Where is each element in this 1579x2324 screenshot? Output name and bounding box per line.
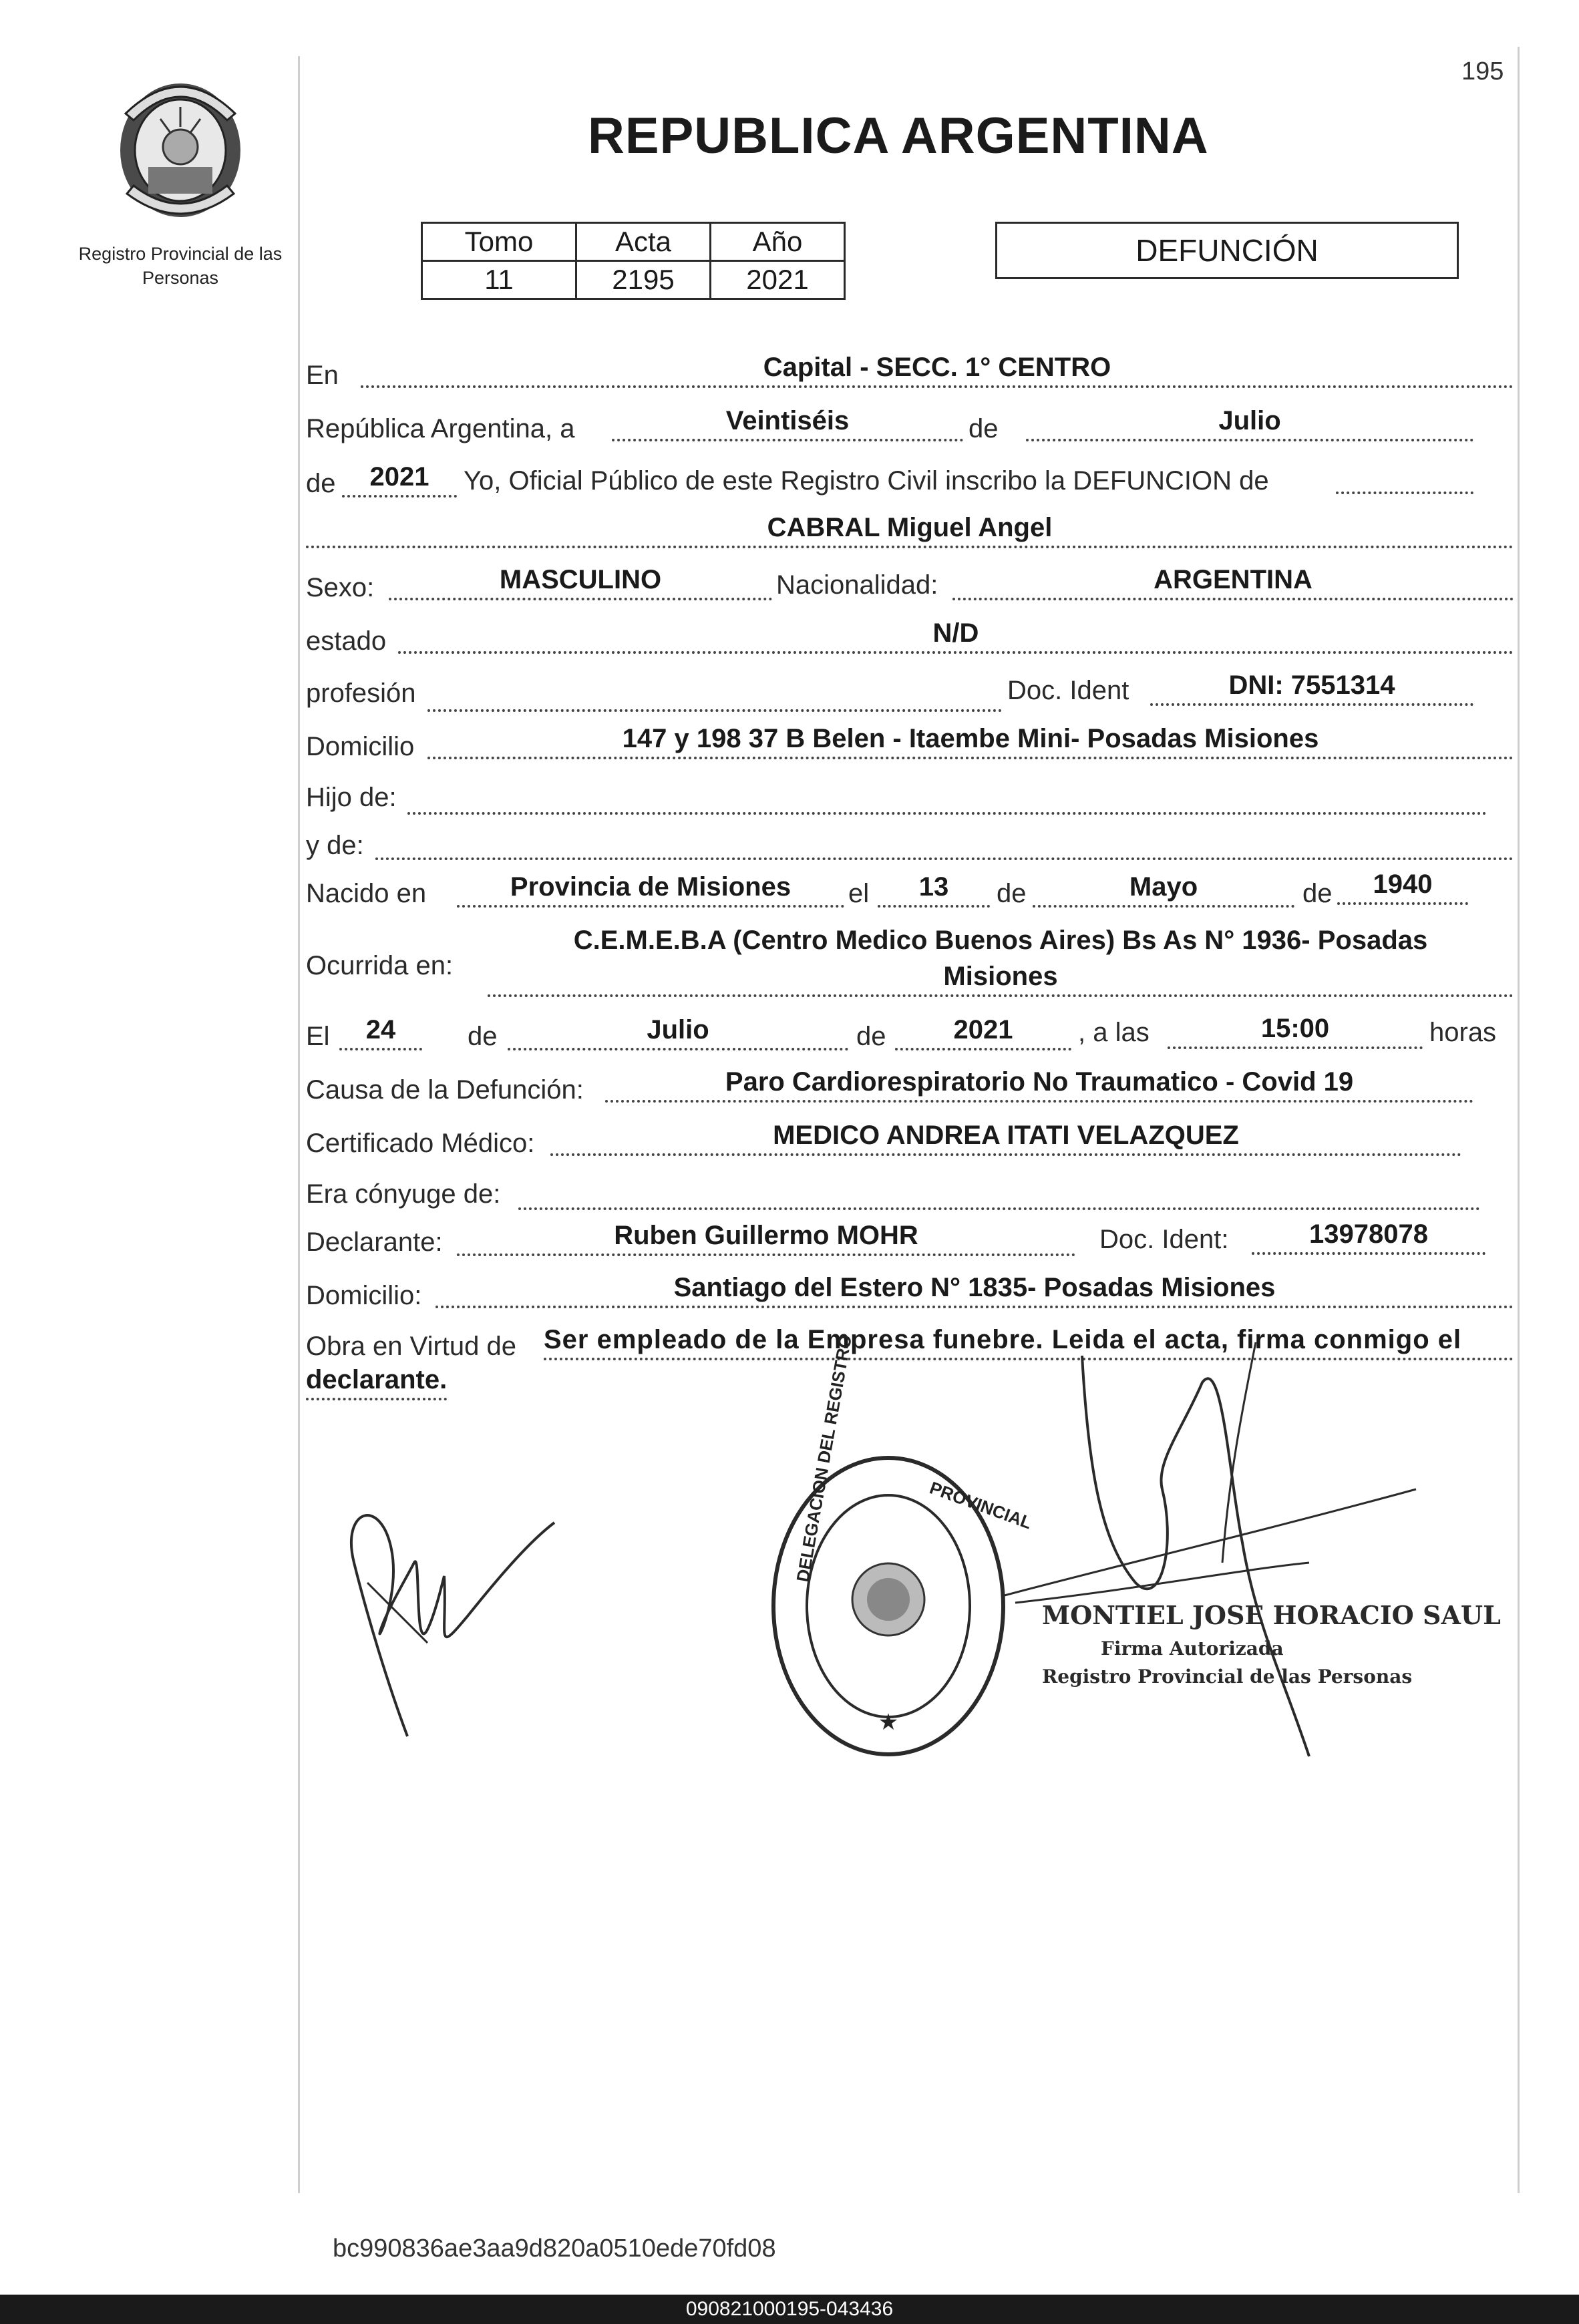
document-hash: bc990836ae3aa9d820a0510ede70fd08 [333, 2235, 776, 2263]
death-day-value: 24 [339, 1015, 422, 1050]
label-de-5: de [468, 1022, 498, 1051]
death-place-line-1: C.E.M.E.B.A (Centro Medico Buenos Aires) Bs As N° 1936- Posadas [573, 926, 1428, 955]
acta-label: Acta [576, 223, 711, 261]
death-place-line-2: Misiones [488, 962, 1514, 997]
name-lead-line [1336, 462, 1473, 494]
label-ocurrida-en: Ocurrida en: [306, 951, 454, 980]
svg-text:DELEGACION DEL REGISTRO: DELEGACION DEL REGISTRO [792, 1333, 856, 1584]
death-year-value: 2021 [895, 1015, 1071, 1050]
page-title: REPUBLICA ARGENTINA [588, 108, 1209, 164]
spouse-value [518, 1178, 1480, 1210]
death-month-value: Julio [508, 1015, 848, 1050]
day-value: Veintiséis [612, 406, 963, 441]
address-value: 147 y 198 37 B Belen - Itaembe Mini- Posadas Misiones [427, 724, 1514, 759]
label-declarante: Declarante: [306, 1227, 443, 1257]
label-sexo: Sexo: [306, 573, 375, 602]
label-el: el [848, 879, 870, 908]
emblem-label [107, 56, 254, 57]
declarant-value: Ruben Guillermo MOHR [457, 1221, 1075, 1256]
birth-month-value: Mayo [1033, 872, 1294, 908]
label-de-3: de [997, 879, 1027, 908]
tomo-value: 11 [422, 261, 576, 299]
record-reference-table [421, 222, 846, 300]
document-type: DEFUNCIÓN [995, 222, 1459, 279]
svg-text:★: ★ [878, 1710, 899, 1735]
official-name: MONTIEL JOSE HORACIO SAUL [1042, 1600, 1501, 1630]
label-obra-en-virtud: Obra en Virtud de [306, 1332, 517, 1361]
page-number: 195 [1461, 57, 1504, 85]
label-de-2: de [306, 469, 336, 498]
certificate-value: MEDICO ANDREA ITATI VELAZQUEZ [550, 1121, 1461, 1156]
deceased-name-value: CABRAL Miguel Angel [306, 513, 1514, 548]
acta-value: 2195 [576, 261, 711, 299]
stamp-ring-text [761, 1449, 781, 1450]
label-profesion: profesión [306, 679, 416, 708]
label-causa: Causa de la Defunción: [306, 1075, 584, 1105]
marital-status-value: N/D [398, 618, 1514, 654]
label-domicilio: Domicilio [306, 732, 415, 761]
official-title: Firma Autorizada [1101, 1637, 1284, 1660]
year-value: 2021 [342, 462, 457, 498]
birthplace-value: Provincia de Misiones [457, 872, 844, 908]
label-domicilio-2: Domicilio: [306, 1281, 422, 1310]
label-nacido-en: Nacido en [306, 879, 427, 908]
sex-value: MASCULINO [389, 565, 772, 600]
anio-value: 2021 [711, 261, 845, 299]
nationality-value: ARGENTINA [952, 565, 1514, 600]
label-estado: estado [306, 626, 387, 656]
label-el-cap: El [306, 1022, 330, 1051]
label-de-4: de [1302, 879, 1333, 908]
label-de-6: de [856, 1022, 886, 1051]
right-margin-line [1518, 47, 1520, 2193]
label-en: En [306, 361, 339, 390]
tomo-label: Tomo [422, 223, 576, 261]
declarant-doc-value: 13978078 [1252, 1219, 1485, 1255]
footer-code: 090821000195-043436 [685, 2298, 894, 2320]
mother-value [375, 828, 1514, 860]
label-y-de: y de: [306, 831, 364, 860]
death-time-value: 15:00 [1168, 1014, 1423, 1049]
birth-year-value: 1940 [1337, 869, 1468, 905]
anio-label: Año [711, 223, 845, 261]
label-de-1: de [969, 414, 999, 443]
label-doc-ident-2: Doc. Ident: [1099, 1225, 1229, 1254]
place-value: Capital - SECC. 1° CENTRO [361, 353, 1514, 388]
svg-text:PROVINCIAL: PROVINCIAL [926, 1477, 1035, 1533]
declarant-address-value: Santiago del Estero N° 1835- Posadas Misiones [435, 1273, 1514, 1308]
province-emblem-icon [107, 67, 254, 227]
father-value [407, 783, 1487, 815]
label-nacionalidad: Nacionalidad: [776, 570, 938, 600]
label-horas: horas [1429, 1018, 1497, 1047]
month-value: Julio [1026, 406, 1473, 441]
birth-day-value: 13 [878, 872, 990, 908]
reason-line-2: declarante. [306, 1365, 447, 1400]
registry-name: Registro Provincial de las Personas [78, 244, 283, 288]
left-margin-line [298, 56, 300, 2193]
stamp-inner-text [761, 1456, 768, 1457]
reason-line-1: Ser empleado de la Empresa funebre. Leida el acta, firma conmigo el [544, 1325, 1514, 1360]
official-signature [1002, 1342, 1416, 1770]
label-republica: República Argentina, a [306, 414, 575, 443]
label-conyuge: Era cónyuge de: [306, 1179, 501, 1209]
doc-ident-value: DNI: 7551314 [1150, 670, 1473, 706]
label-a-las: , a las [1078, 1018, 1150, 1047]
label-yo-oficial: Yo, Oficial Público de este Registro Civil inscribo la DEFUNCION de [464, 466, 1269, 496]
label-certificado: Certificado Médico: [306, 1129, 535, 1158]
label-doc-ident: Doc. Ident [1007, 676, 1129, 705]
profession-value [427, 680, 1002, 712]
official-stamp [761, 1333, 1035, 1763]
official-registry: Registro Provincial de las Personas [1042, 1666, 1413, 1688]
cause-value: Paro Cardiorespiratorio No Traumatico - Covid 19 [605, 1067, 1473, 1103]
declarant-signature [327, 1483, 581, 1750]
label-hijo-de: Hijo de: [306, 783, 397, 812]
